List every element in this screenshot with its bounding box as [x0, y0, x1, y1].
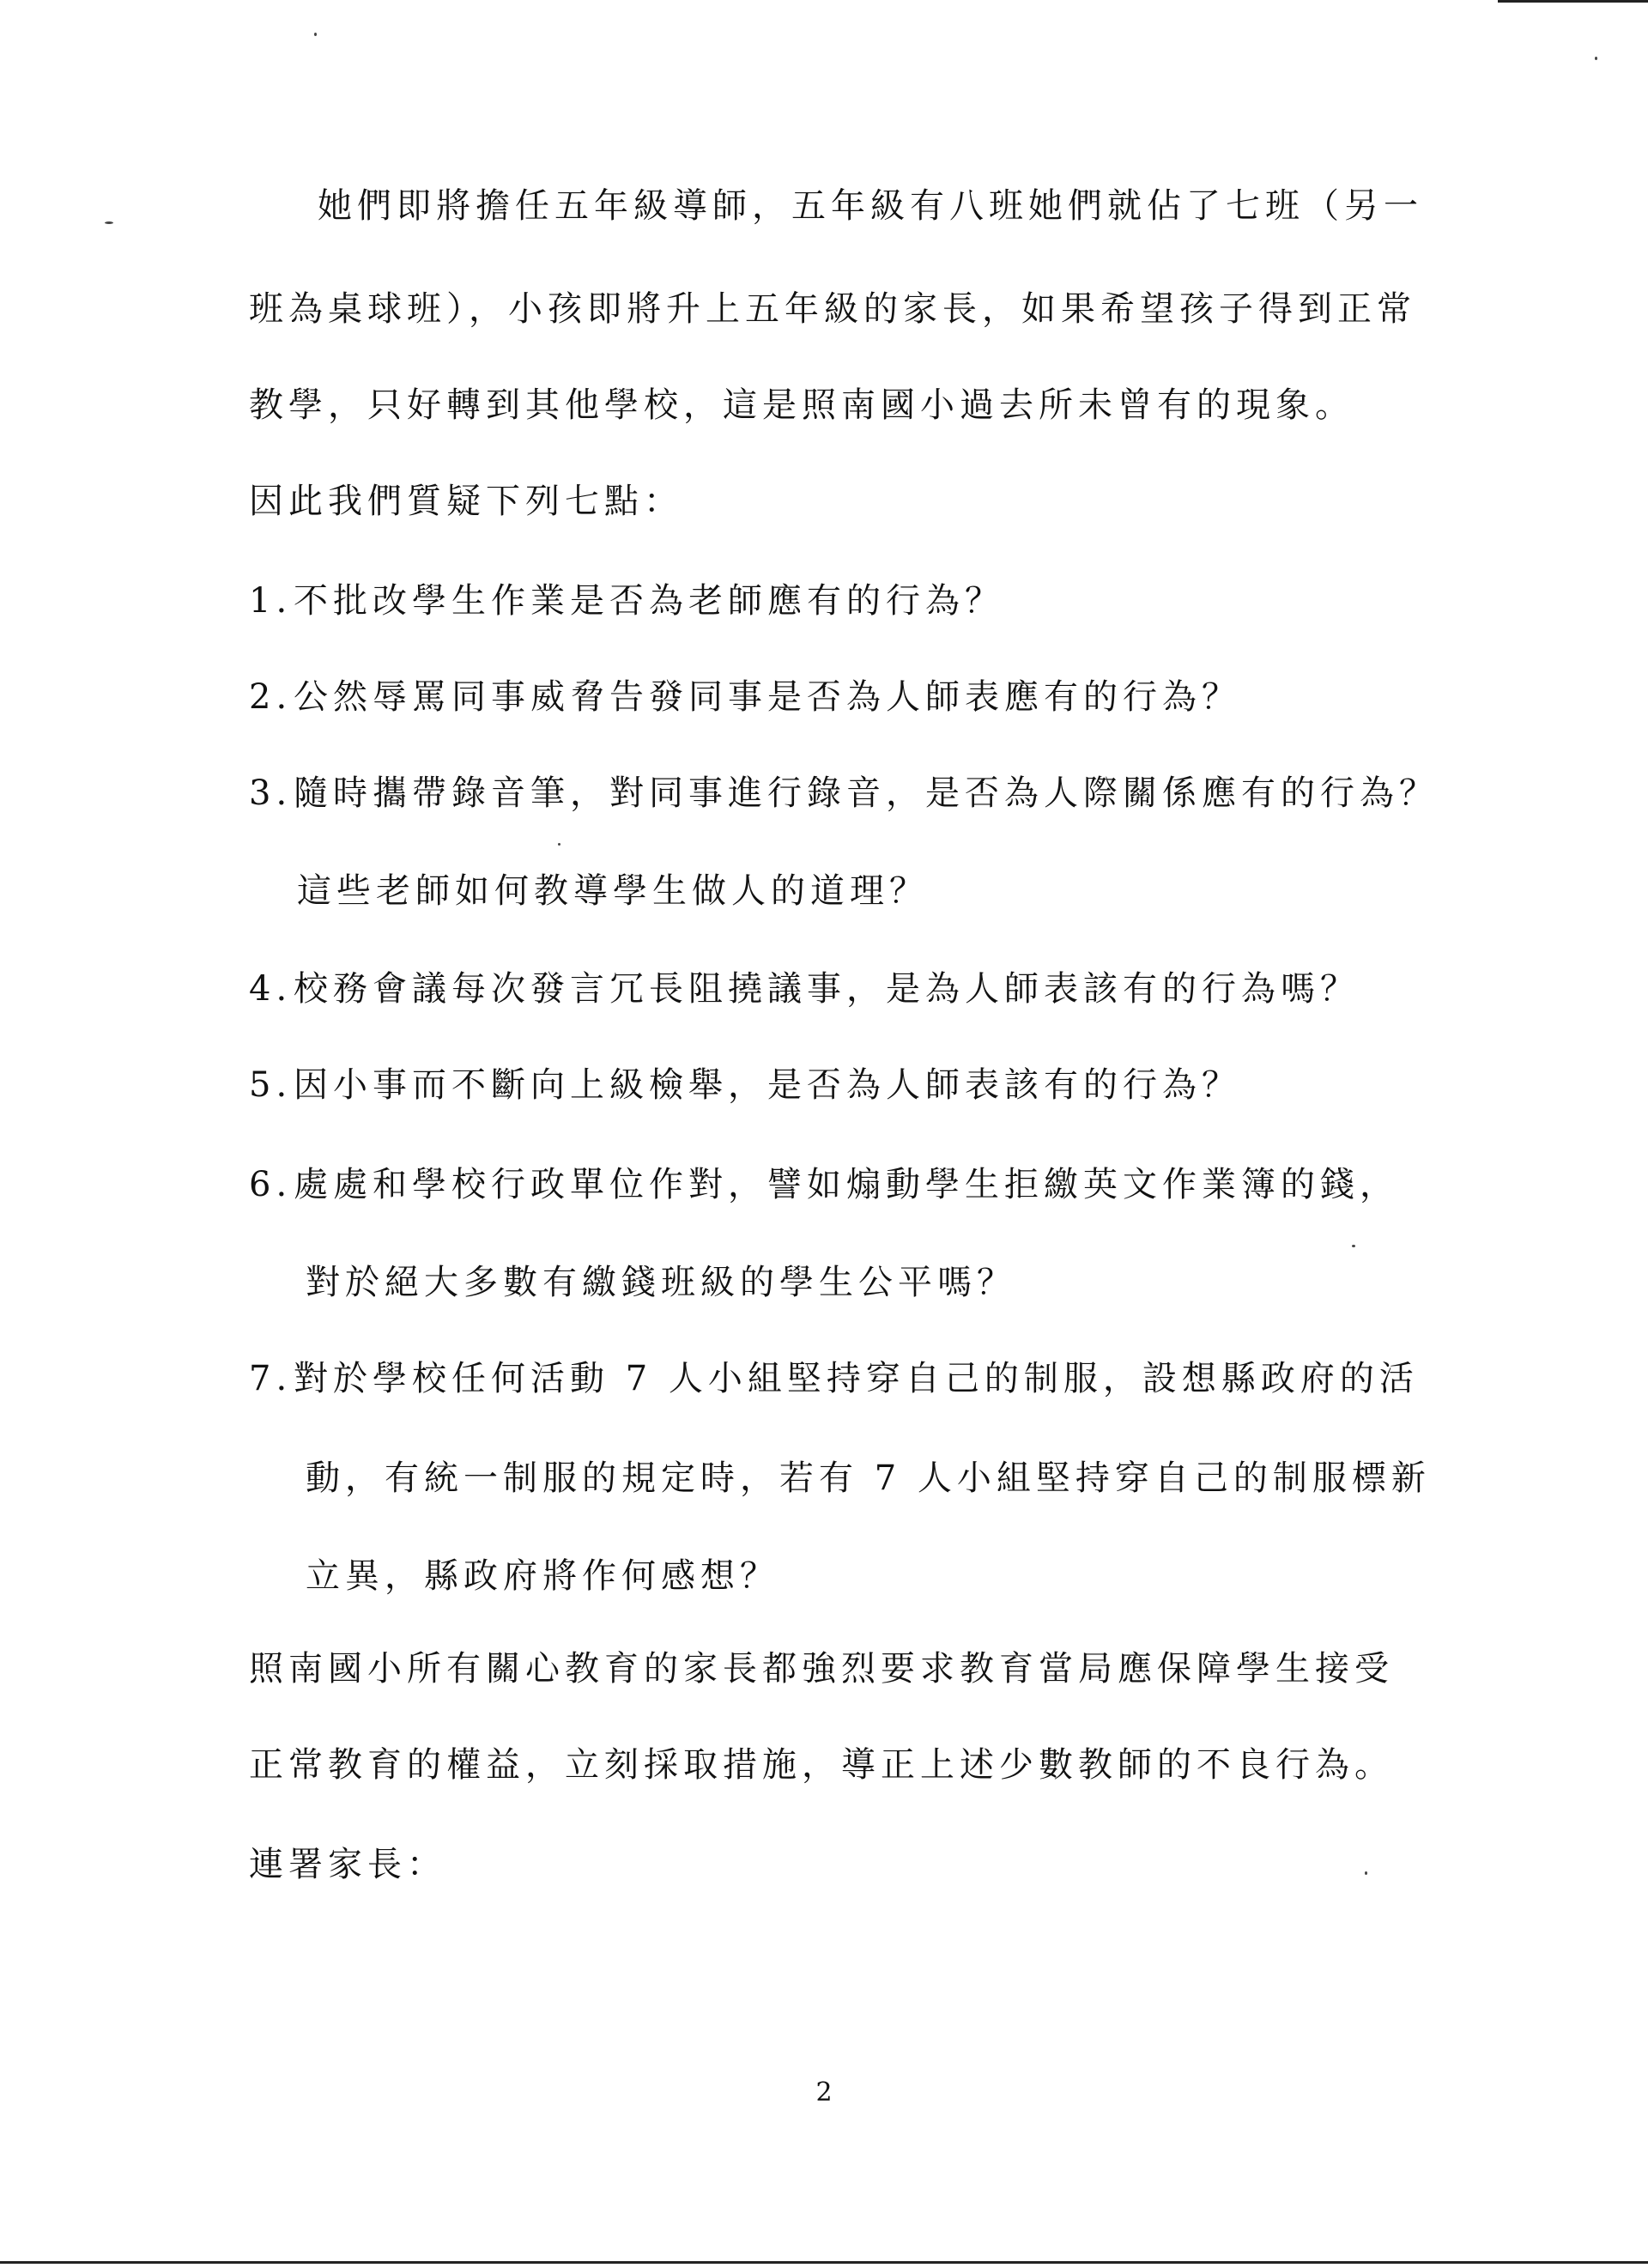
list-intro: 因此我們質疑下列七點： [249, 482, 683, 521]
list-item-text: 因小事而不斷向上級檢舉，是否為人師表該有的行為？ [294, 1065, 1241, 1105]
list-item-7-continued: 動，有統一制服的規定時，若有 7 人小組堅持穿自己的制服標新 [306, 1458, 1431, 1498]
list-item-text: 不批改學生作業是否為老師應有的行為？ [294, 581, 1004, 621]
list-item-number: 5. [249, 1065, 293, 1105]
scan-edge-bottom [0, 2261, 1648, 2264]
list-item-4 [249, 965, 1390, 1013]
list-item-6 [249, 1161, 1399, 1209]
page-number: 2 [815, 2077, 833, 2107]
closing-line: 照南國小所有關心教育的家長都強烈要求教育當局應保障學生接受 [249, 1649, 1394, 1689]
list-item-3 [249, 769, 1439, 817]
scan-edge-top-right [1498, 0, 1648, 3]
list-item-number: 2. [249, 677, 293, 717]
scan-speck [314, 33, 317, 36]
list-item-text: 處處和學校行政單位作對，譬如煽動學生拒繳英文作業簿的錢， [294, 1165, 1399, 1204]
list-item-text: 隨時攜帶錄音筆，對同事進行錄音，是否為人際關係應有的行為？ [294, 773, 1439, 813]
list-item-text: 對於學校任何活動 7 人小組堅持穿自己的制服，設想縣政府的活 [294, 1359, 1419, 1398]
paragraph-line: 教學，只好轉到其他學校，這是照南國小過去所未曾有的現象。 [249, 385, 1354, 425]
list-item-number: 4. [249, 969, 293, 1009]
closing-line: 正常教育的權益，立刻採取措施，導正上述少數教師的不良行為。 [249, 1745, 1394, 1785]
list-item-2 [249, 673, 1390, 721]
list-item-5 [249, 1061, 1390, 1109]
list-item-number: 6. [249, 1165, 293, 1204]
list-item-7 [249, 1355, 1419, 1403]
scan-speck [105, 221, 113, 224]
scan-speck [1352, 1245, 1355, 1247]
list-item-7-continued: 立異，縣政府將作何感想？ [306, 1556, 779, 1596]
list-item-1 [249, 577, 1390, 625]
list-item-text: 校務會議每次發言冗長阻撓議事，是為人師表該有的行為嗎？ [294, 969, 1360, 1009]
list-item-number: 3. [249, 773, 293, 813]
paragraph-line: 班為桌球班），小孩即將升上五年級的家長，如果希望孩子得到正常 [249, 289, 1416, 329]
scan-speck [1595, 57, 1597, 60]
list-item-6-continued: 對於絕大多數有繳錢班級的學生公平嗎？ [306, 1263, 1016, 1302]
signature-label: 連署家長： [249, 1845, 446, 1884]
list-item-number: 1. [249, 581, 293, 621]
list-item-3-continued: 這些老師如何教導學生做人的道理？ [297, 871, 929, 911]
paragraph-line: 她們即將擔任五年級導師，五年級有八班她們就佔了七班（另一 [318, 186, 1423, 226]
list-item-number: 7. [249, 1359, 293, 1398]
list-item-text: 公然辱罵同事威脅告發同事是否為人師表應有的行為？ [294, 677, 1241, 717]
scan-speck [558, 843, 560, 846]
